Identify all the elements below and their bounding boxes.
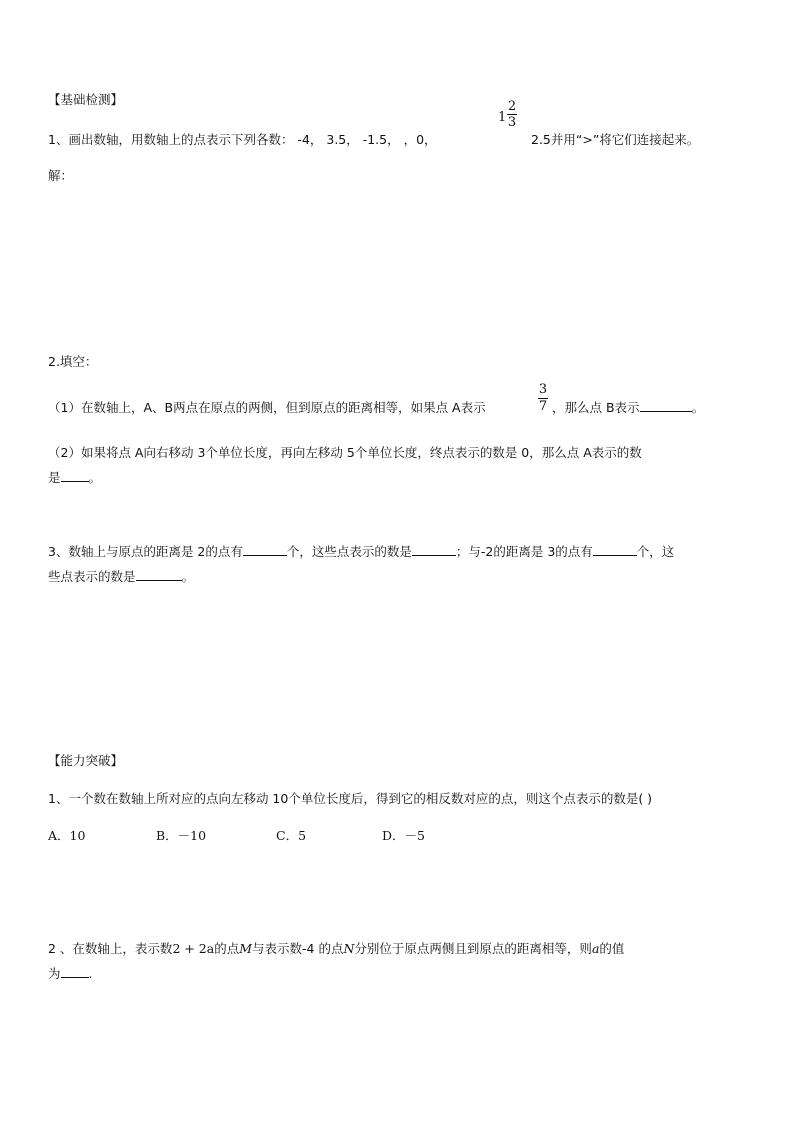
aq2-text-c: 与表示数-4 的点 <box>252 941 344 956</box>
mixed-number <box>498 100 518 136</box>
question-1-text-a: 1、画出数轴，用数轴上的点表示下列各数： -4， 3.5， -1.5， ，0， <box>48 132 437 147</box>
answer-label: 解： <box>48 168 74 183</box>
q3-line1-a: 3、数轴上与原点的距离是 2的点有 <box>48 544 243 559</box>
question-3-line2 <box>48 567 194 585</box>
aq2-line2-b: . <box>88 966 93 981</box>
answer-blank[interactable] <box>593 543 637 556</box>
question-3-line1 <box>48 542 674 560</box>
fraction-three-sevenths <box>538 383 548 414</box>
aq2-point-n: N <box>343 941 355 956</box>
q3-line1-b: 个，这些点表示的数是 <box>286 544 412 559</box>
fraction-denominator: 7 <box>538 399 548 414</box>
section-heading-ability: 【能力突破】 <box>48 753 124 768</box>
aq2-text-d: 分别位于原点两侧且到原点的距离相等，则 <box>354 941 592 956</box>
aq2-point-m: M <box>239 941 253 956</box>
q2-part2-line2 <box>48 468 101 486</box>
answer-blank[interactable] <box>243 543 287 556</box>
mixed-denominator: 3 <box>507 115 517 130</box>
answer-blank[interactable] <box>412 543 456 556</box>
question-2-part-1 <box>48 398 486 416</box>
question-1-text <box>48 130 437 148</box>
fraction-numerator: 3 <box>538 382 548 397</box>
aq2-expression: 2 + 2a <box>172 941 215 956</box>
mixed-numerator: 2 <box>507 99 517 114</box>
q2-part2-line1: （2）如果将点 A向右移动 3个单位长度，再向左移动 5个单位长度，终点表示的数是 0，那么点 A表示的数 <box>48 445 642 460</box>
aq2-var-a: a <box>591 941 600 956</box>
answer-blank[interactable] <box>640 399 692 412</box>
mixed-whole: 1 <box>498 110 507 125</box>
ability-question-2-line1 <box>48 939 624 957</box>
mixed-fraction <box>507 100 517 129</box>
q3-line1-d: 个，这 <box>636 544 675 559</box>
q2-part2-line2-a: 是 <box>48 470 61 485</box>
q2-part1-end: 。 <box>691 400 705 415</box>
q3-line1-c: ；与-2的距离是 3的点有 <box>455 544 593 559</box>
option-c[interactable]: C．5 <box>276 828 307 843</box>
answer-blank[interactable] <box>136 568 182 581</box>
question-2-title: 2.填空： <box>48 354 98 369</box>
q3-line2-b: 。 <box>181 569 195 584</box>
q2-part1-text-a: （1）在数轴上，A、B两点在原点的两侧，但到原点的距离相等，如果点 A表示 <box>48 400 486 415</box>
option-a[interactable]: A．10 <box>48 828 86 843</box>
option-b[interactable]: B．－10 <box>156 828 207 843</box>
q3-line2-a: 些点表示的数是 <box>48 569 136 584</box>
q2-part1-tail <box>552 398 704 416</box>
aq2-line2-a: 为 <box>48 966 61 981</box>
option-d[interactable]: D．－5 <box>382 828 425 843</box>
question-1-text-b: 2.5并用“>”将它们连接起来。 <box>531 132 700 147</box>
aq2-text-e: 的值 <box>599 941 625 956</box>
aq2-text-b: 的点 <box>214 941 240 956</box>
answer-blank[interactable] <box>61 965 89 978</box>
ability-question-1: 1、一个数在数轴上所对应的点向左移动 10个单位长度后，得到它的相反数对应的点，则这个点表示的数是( ) <box>48 791 653 806</box>
aq2-text-a: 2 、在数轴上，表示数 <box>48 941 173 956</box>
ability-question-2-line2 <box>48 964 93 982</box>
q2-part1-text-b: ，那么点 B表示 <box>552 400 640 415</box>
q2-part2-line2-b: 。 <box>88 470 102 485</box>
section-heading-basic: 【基础检测】 <box>48 92 124 107</box>
answer-blank[interactable] <box>61 469 89 482</box>
